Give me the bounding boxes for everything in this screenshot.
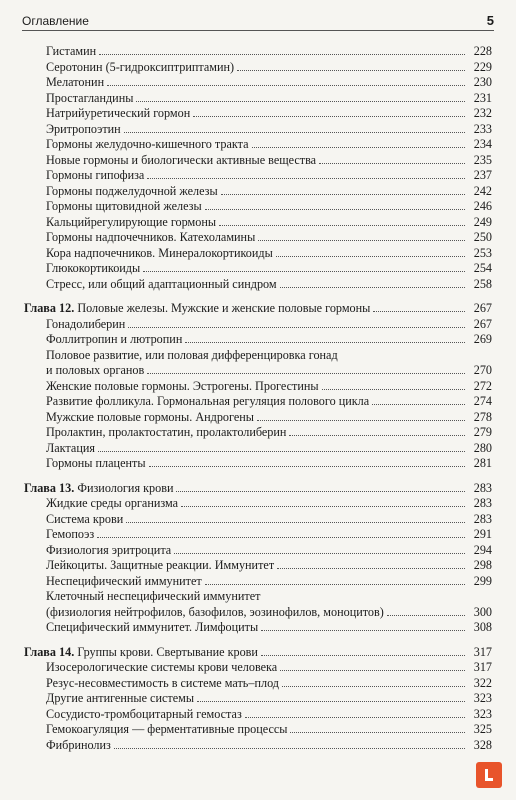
toc-entry [24,379,492,395]
toc-page-number: 237 [473,168,492,182]
toc-entry-text: Кора надпочечников. Минералокортикоиды [46,245,273,260]
toc-entry-text: Жидкие среды организма [46,496,179,510]
toc-page-number: 278 [473,409,492,424]
toc-page-number: 281 [473,456,492,470]
toc-entry-text: Половое развитие, или половая дифференцировка гонад [46,347,338,362]
toc-entry-text: Другие антигенные системы [46,691,195,705]
toc-page-number: 249 [473,214,492,229]
toc-entry [24,574,492,590]
toc-entry-title [46,425,286,441]
toc-page-number: 325 [473,722,492,736]
toc-entry [24,261,492,277]
dot-leader [373,301,465,312]
toc-entry-title [46,722,287,738]
table-of-contents [24,44,492,753]
dot-leader [124,122,465,133]
toc-page-number: 300 [473,604,492,619]
toc-entry-title [46,410,254,426]
toc-entry-text: Неспецифический иммунитет [46,573,202,588]
toc-entry-title [46,75,104,91]
toc-entry [24,676,492,692]
toc-entry [24,410,492,426]
toc-entry-text: Клеточный неспецифический иммунитет [46,589,261,603]
toc-entry-text: Фибринолиз [46,737,111,752]
dot-leader [126,512,465,523]
toc-entry-title [46,574,202,590]
toc-page-number: 258 [473,276,492,291]
toc-entry [24,363,492,379]
toc-entry-text: Мужские половые гормоны. Андрогены [46,409,254,424]
toc-entry-title [46,543,171,559]
toc-entry [24,122,492,138]
toc-page-number: 272 [473,378,492,393]
chapter-label: Глава 13. [24,480,75,495]
toc-entry-text: Половые железы. Мужские и женские половые гормоны [77,301,371,315]
dot-leader [176,481,465,492]
dot-leader [107,75,465,86]
toc-entry-text: Гормоны надпочечников. Катехоламины [46,230,256,244]
toc-chapter-entry [24,301,492,317]
toc-entry-title [46,558,274,574]
toc-entry [24,199,492,215]
dot-leader [143,261,465,272]
toc-entry [24,184,492,200]
toc-entry-title [46,332,182,348]
dot-leader [174,543,465,554]
dot-leader [245,707,465,718]
toc-entry-title [46,317,125,333]
toc-entry-title [46,277,277,293]
toc-entry-text: Система крови [46,511,124,526]
toc-entry-text: Гемопоэз [46,527,95,541]
dot-leader [237,60,465,71]
toc-entry-text: Пролактин, пролактостатин, пролактолиберин [46,425,287,439]
toc-entry [24,137,492,153]
toc-page-number: 228 [473,44,492,58]
toc-entry [24,153,492,169]
toc-page-number: 323 [473,706,492,721]
dot-leader [149,456,465,467]
toc-entry-title [46,348,338,364]
toc-page-number: 279 [473,425,492,439]
toc-entry-text: Гормоны желудочно-кишечного тракта [46,137,249,151]
toc-entry-text: и половых органов [46,363,145,377]
toc-page-number: 250 [473,230,492,244]
toc-chapter-entry [24,645,492,661]
dot-leader [205,199,465,210]
toc-entry-text: Физиология крови [77,480,174,495]
toc-entry-title [46,44,96,60]
toc-entry-title [46,261,140,277]
toc-page-number: 246 [473,199,492,213]
dot-leader [319,153,465,164]
dot-leader [136,91,465,102]
dot-leader [277,558,465,569]
toc-entry-title [46,379,319,395]
toc-entry-title [46,363,144,379]
toc-entry-text: Лактация [46,440,95,455]
toc-entry [24,277,492,293]
toc-entry [24,456,492,472]
dot-leader [147,363,465,374]
labirint-logo-icon [476,762,502,788]
toc-entry-text: Сосудисто-тромбоцитарный гемостаз [46,706,242,721]
toc-entry [24,558,492,574]
toc-entry-title [46,184,218,200]
dot-leader [99,44,465,55]
toc-page-number: 254 [473,261,492,275]
toc-entry-title [46,199,202,215]
dot-leader [372,394,465,405]
toc-entry-text: Гонадолиберин [46,316,126,331]
toc-entry [24,496,492,512]
toc-entry-title [46,394,369,410]
dot-leader [98,441,465,452]
dot-leader [219,215,465,226]
toc-entry [24,44,492,60]
dot-leader [261,645,465,656]
toc-entry-text: Эритропоэтин [46,121,121,136]
toc-entry-text: Глюкокортикоиды [46,261,141,275]
toc-entry [24,527,492,543]
dot-leader [387,605,465,616]
dot-leader [128,317,465,328]
toc-entry-title [46,605,384,621]
chapter-gap [24,636,492,645]
toc-entry-title [46,106,190,122]
toc-page-number: 242 [473,183,492,198]
toc-entry-text: Гормоны плаценты [46,456,146,470]
toc-page-number: 291 [473,527,492,541]
toc-entry [24,332,492,348]
toc-page-number: 229 [473,59,492,74]
toc-entry [24,543,492,559]
toc-page-number: 299 [473,573,492,588]
toc-entry-title [46,122,121,138]
toc-chapter-entry [24,481,492,497]
toc-page-number: 328 [473,737,492,752]
toc-page-number: 317 [473,660,492,674]
toc-page-number: 235 [473,152,492,167]
toc-entry-title [24,645,258,661]
toc-entry [24,512,492,528]
toc-entry [24,660,492,676]
toc-page-number: 280 [473,440,492,455]
toc-entry-title [46,91,133,107]
toc-entry [24,605,492,621]
toc-entry-title [46,496,178,512]
toc-entry-title [46,676,279,692]
toc-entry [24,707,492,723]
dot-leader [197,691,465,702]
toc-entry-title [46,589,260,605]
toc-page-number: 233 [473,121,492,136]
toc-entry-text: Женские половые гормоны. Эстрогены. Прогестины [46,378,319,393]
toc-page-number: 322 [473,675,492,690]
toc-entry-title [46,456,146,472]
toc-entry [24,394,492,410]
toc-entry-title [46,707,242,723]
toc-entry-text: Изосерологические системы крови человека [46,660,278,674]
toc-entry-title [46,660,277,676]
chapter-gap [24,472,492,481]
toc-page-number: 267 [473,316,492,331]
toc-page-number: 298 [473,558,492,572]
toc-entry-text: Простагландины [46,90,134,105]
toc-page-number: 231 [473,90,492,105]
dot-leader [257,410,465,421]
toc-page-number: 323 [473,691,492,705]
toc-entry [24,425,492,441]
dot-leader [181,496,465,507]
toc-entry-text: Мелатонин [46,75,105,89]
toc-entry-text: Серотонин (5-гидроксиптриптамин) [46,59,235,74]
toc-page-number: 317 [473,644,492,659]
toc-entry-text: Резус-несовместимость в системе мать–плод [46,675,280,690]
toc-entry-text: Гемокоагуляция — ферментативные процессы [46,722,288,736]
toc-entry [24,91,492,107]
dot-leader [97,527,465,538]
toc-entry [24,106,492,122]
toc-entry-title [46,441,95,457]
dot-leader [205,574,465,585]
running-title: Оглавление [22,14,89,28]
dot-leader [322,379,465,390]
toc-entry [24,441,492,457]
toc-entry-title [46,60,234,76]
toc-page-number: 269 [473,332,492,346]
toc-entry-text: Гормоны щитовидной железы [46,199,202,213]
toc-entry-title [46,246,273,262]
toc-entry [24,215,492,231]
toc-page-number: 283 [473,480,492,495]
toc-entry-title [46,691,194,707]
dot-leader [276,246,465,257]
toc-entry-text: Натрийуретический гормон [46,106,191,120]
toc-entry-text: Группы крови. Свертывание крови [77,644,258,659]
toc-entry-title [24,301,370,317]
toc-entry-text: Лейкоциты. Защитные реакции. Иммунитет [46,558,275,572]
toc-entry [24,722,492,738]
chapter-gap [24,292,492,301]
toc-entry [24,589,492,605]
toc-page-number: 274 [473,394,492,408]
toc-page-number: 267 [473,301,492,315]
toc-entry [24,691,492,707]
page-number: 5 [486,13,494,28]
dot-leader [280,277,465,288]
dot-leader [193,106,465,117]
toc-entry-text: Гистамин [46,44,97,58]
toc-entry-text: Развитие фолликула. Гормональная регуляция полового цикла [46,394,370,408]
toc-entry-text: Кальцийрегулирующие гормоны [46,214,217,229]
toc-page-number: 294 [473,542,492,557]
chapter-label: Глава 12. [24,301,75,315]
toc-entry-title [46,738,111,754]
toc-page-number: 308 [473,620,492,634]
dot-leader [261,620,465,631]
dot-leader [282,676,465,687]
dot-leader [258,230,465,241]
toc-entry-text: Гормоны поджелудочной железы [46,183,218,198]
toc-entry-text: Гормоны гипофиза [46,168,145,182]
dot-leader [114,738,465,749]
toc-page-number: 234 [473,137,492,151]
toc-entry-title [46,230,255,246]
dot-leader [221,184,465,195]
toc-entry-title [46,620,258,636]
toc-entry-title [46,527,94,543]
toc-entry [24,60,492,76]
toc-entry-text: Физиология эритроцита [46,542,172,557]
dot-leader [289,425,465,436]
toc-entry-title [46,137,249,153]
toc-entry [24,75,492,91]
toc-entry-text: Стресс, или общий адаптационный синдром [46,276,277,291]
toc-entry [24,620,492,636]
dot-leader [280,660,465,671]
toc-entry-title [24,481,173,497]
dot-leader [147,168,465,179]
toc-entry-title [46,153,316,169]
chapter-label: Глава 14. [24,644,75,659]
toc-entry [24,348,492,364]
dot-leader [252,137,465,148]
toc-entry [24,168,492,184]
toc-page-number: 232 [473,106,492,120]
toc-page-number: 283 [473,511,492,526]
toc-entry-text: Специфический иммунитет. Лимфоциты [46,620,259,634]
dot-leader [290,722,465,733]
page-header [22,10,494,31]
toc-entry [24,246,492,262]
toc-entry-text: Фоллитропин и лютропин [46,332,183,346]
toc-page-number: 230 [473,75,492,89]
toc-page-number: 253 [473,245,492,260]
toc-entry [24,317,492,333]
toc-page-number: 283 [473,496,492,510]
toc-entry-text: Новые гормоны и биологически активные вещества [46,152,317,167]
toc-entry-title [46,215,216,231]
toc-page-number: 270 [473,363,492,377]
dot-leader [185,332,465,343]
toc-entry-title [46,512,123,528]
toc-entry-title [46,168,144,184]
toc-entry-text: (физиология нейтрофилов, базофилов, эозинофилов, моноцитов) [46,604,384,619]
toc-entry [24,738,492,754]
toc-entry [24,230,492,246]
